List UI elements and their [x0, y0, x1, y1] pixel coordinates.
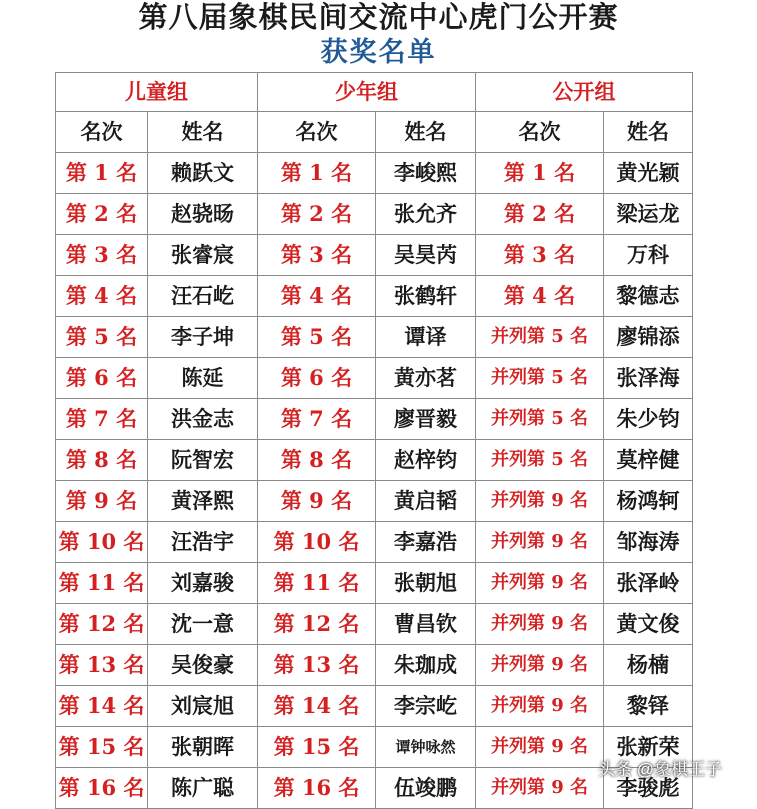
- open-name-cell: 廖锦添: [604, 317, 693, 358]
- child-rank-cell: 第 13 名: [56, 645, 148, 686]
- youth-name-cell: 张允齐: [376, 194, 476, 235]
- child-rank-cell: 第 15 名: [56, 727, 148, 768]
- open-name-cell: 杨鸿轲: [604, 481, 693, 522]
- child-name-cell: 阮智宏: [148, 440, 258, 481]
- child-rank-cell: 第 16 名: [56, 768, 148, 809]
- child-name-cell: 赖跃文: [148, 153, 258, 194]
- open-rank-cell: 并列第 5 名: [476, 399, 604, 440]
- child-rank-cell: 第 2 名: [56, 194, 148, 235]
- youth-rank-cell: 第 6 名: [258, 358, 376, 399]
- open-name-cell: 李骏彪: [604, 768, 693, 809]
- open-name-cell: 万科: [604, 235, 693, 276]
- child-name-cell: 陈延: [148, 358, 258, 399]
- open-rank-cell: 并列第 9 名: [476, 645, 604, 686]
- table-row: [56, 317, 693, 358]
- child-rank-cell: 第 6 名: [56, 358, 148, 399]
- youth-name-cell: 张鹤轩: [376, 276, 476, 317]
- youth-rank-cell: 第 16 名: [258, 768, 376, 809]
- group-header-row: [56, 73, 693, 112]
- child-rank-cell: 第 9 名: [56, 481, 148, 522]
- youth-rank-cell: 第 4 名: [258, 276, 376, 317]
- open-rank-cell: 并列第 9 名: [476, 686, 604, 727]
- open-name-cell: 黎铎: [604, 686, 693, 727]
- open-rank-cell: 并列第 9 名: [476, 563, 604, 604]
- youth-name-cell: 李峻熙: [376, 153, 476, 194]
- open-name-cell: 朱少钧: [604, 399, 693, 440]
- column-header-rank: 名次: [258, 112, 376, 153]
- page-subtitle: 获奖名单: [320, 37, 437, 68]
- page-title: 第八届象棋民间交流中心虎门公开赛: [138, 0, 619, 34]
- open-rank-cell: 并列第 9 名: [476, 481, 604, 522]
- open-name-cell: 张新荣: [604, 727, 693, 768]
- open-rank-cell: 并列第 9 名: [476, 727, 604, 768]
- youth-rank-cell: 第 13 名: [258, 645, 376, 686]
- open-name-cell: 张泽海: [604, 358, 693, 399]
- table-row: [56, 153, 693, 194]
- child-name-cell: 张朝晖: [148, 727, 258, 768]
- youth-name-cell: 曹昌钦: [376, 604, 476, 645]
- table-row: [56, 194, 693, 235]
- column-header-name: 姓名: [148, 112, 258, 153]
- child-rank-cell: 第 11 名: [56, 563, 148, 604]
- table-row: [56, 686, 693, 727]
- watermark: 头条 @象棋王子: [598, 760, 722, 779]
- youth-rank-cell: 第 1 名: [258, 153, 376, 194]
- youth-rank-cell: 第 11 名: [258, 563, 376, 604]
- column-header-name: 姓名: [376, 112, 476, 153]
- open-rank-cell: 并列第 5 名: [476, 440, 604, 481]
- child-name-cell: 沈一意: [148, 604, 258, 645]
- table-row: [56, 276, 693, 317]
- open-rank-cell: 并列第 9 名: [476, 522, 604, 563]
- youth-name-cell: 廖晋毅: [376, 399, 476, 440]
- group-header-children: 儿童组: [56, 73, 258, 112]
- child-rank-cell: 第 4 名: [56, 276, 148, 317]
- table-row: [56, 727, 693, 768]
- youth-rank-cell: 第 7 名: [258, 399, 376, 440]
- table-row: [56, 440, 693, 481]
- child-name-cell: 李子坤: [148, 317, 258, 358]
- group-header-youth: 少年组: [258, 73, 476, 112]
- child-rank-cell: 第 7 名: [56, 399, 148, 440]
- child-name-cell: 汪石屹: [148, 276, 258, 317]
- child-rank-cell: 第 3 名: [56, 235, 148, 276]
- open-name-cell: 莫梓健: [604, 440, 693, 481]
- child-rank-cell: 第 12 名: [56, 604, 148, 645]
- open-rank-cell: 第 2 名: [476, 194, 604, 235]
- youth-rank-cell: 第 10 名: [258, 522, 376, 563]
- child-name-cell: 汪浩宇: [148, 522, 258, 563]
- open-name-cell: 黎德志: [604, 276, 693, 317]
- result-rows: [56, 153, 693, 809]
- group-header-open: 公开组: [476, 73, 693, 112]
- youth-name-cell: 黄启韬: [376, 481, 476, 522]
- open-rank-cell: 并列第 9 名: [476, 604, 604, 645]
- child-rank-cell: 第 8 名: [56, 440, 148, 481]
- youth-rank-cell: 第 2 名: [258, 194, 376, 235]
- child-name-cell: 张睿宸: [148, 235, 258, 276]
- table-row: [56, 481, 693, 522]
- open-rank-cell: 并列第 5 名: [476, 317, 604, 358]
- open-name-cell: 梁运龙: [604, 194, 693, 235]
- column-header-rank: 名次: [476, 112, 604, 153]
- youth-name-cell: 谭译: [376, 317, 476, 358]
- open-name-cell: 邹海涛: [604, 522, 693, 563]
- youth-rank-cell: 第 14 名: [258, 686, 376, 727]
- youth-rank-cell: 第 8 名: [258, 440, 376, 481]
- open-rank-cell: 并列第 9 名: [476, 768, 604, 809]
- open-rank-cell: 第 1 名: [476, 153, 604, 194]
- youth-name-cell: 李嘉浩: [376, 522, 476, 563]
- table-row: [56, 358, 693, 399]
- open-rank-cell: 第 3 名: [476, 235, 604, 276]
- open-name-cell: 黄光颖: [604, 153, 693, 194]
- table-row: [56, 235, 693, 276]
- youth-rank-cell: 第 9 名: [258, 481, 376, 522]
- youth-rank-cell: 第 5 名: [258, 317, 376, 358]
- table-row: [56, 768, 693, 809]
- youth-name-cell: 张朝旭: [376, 563, 476, 604]
- youth-name-cell: 伍竣鹏: [376, 768, 476, 809]
- table-row: [56, 522, 693, 563]
- child-name-cell: 吴俊豪: [148, 645, 258, 686]
- column-header-rank: 名次: [56, 112, 148, 153]
- column-header-name: 姓名: [604, 112, 693, 153]
- table-row: [56, 563, 693, 604]
- open-name-cell: 黄文俊: [604, 604, 693, 645]
- youth-name-cell: 李宗屹: [376, 686, 476, 727]
- child-rank-cell: 第 14 名: [56, 686, 148, 727]
- open-rank-cell: 并列第 5 名: [476, 358, 604, 399]
- youth-name-cell: 赵梓钧: [376, 440, 476, 481]
- open-name-cell: 杨楠: [604, 645, 693, 686]
- open-rank-cell: 第 4 名: [476, 276, 604, 317]
- child-name-cell: 洪金志: [148, 399, 258, 440]
- youth-name-cell: 吴昊芮: [376, 235, 476, 276]
- youth-rank-cell: 第 15 名: [258, 727, 376, 768]
- child-name-cell: 刘嘉骏: [148, 563, 258, 604]
- column-header-row: [56, 112, 693, 153]
- child-name-cell: 刘宸旭: [148, 686, 258, 727]
- table-row: [56, 399, 693, 440]
- youth-name-cell: 谭钟咏然: [376, 727, 476, 768]
- child-rank-cell: 第 10 名: [56, 522, 148, 563]
- table-row: [56, 645, 693, 686]
- table-row: [56, 604, 693, 645]
- child-name-cell: 赵骁旸: [148, 194, 258, 235]
- youth-name-cell: 黄亦茗: [376, 358, 476, 399]
- results-table: [55, 72, 693, 809]
- youth-rank-cell: 第 3 名: [258, 235, 376, 276]
- child-rank-cell: 第 5 名: [56, 317, 148, 358]
- youth-name-cell: 朱珈成: [376, 645, 476, 686]
- open-name-cell: 张泽岭: [604, 563, 693, 604]
- child-name-cell: 黄泽熙: [148, 481, 258, 522]
- child-name-cell: 陈广聪: [148, 768, 258, 809]
- youth-rank-cell: 第 12 名: [258, 604, 376, 645]
- child-rank-cell: 第 1 名: [56, 153, 148, 194]
